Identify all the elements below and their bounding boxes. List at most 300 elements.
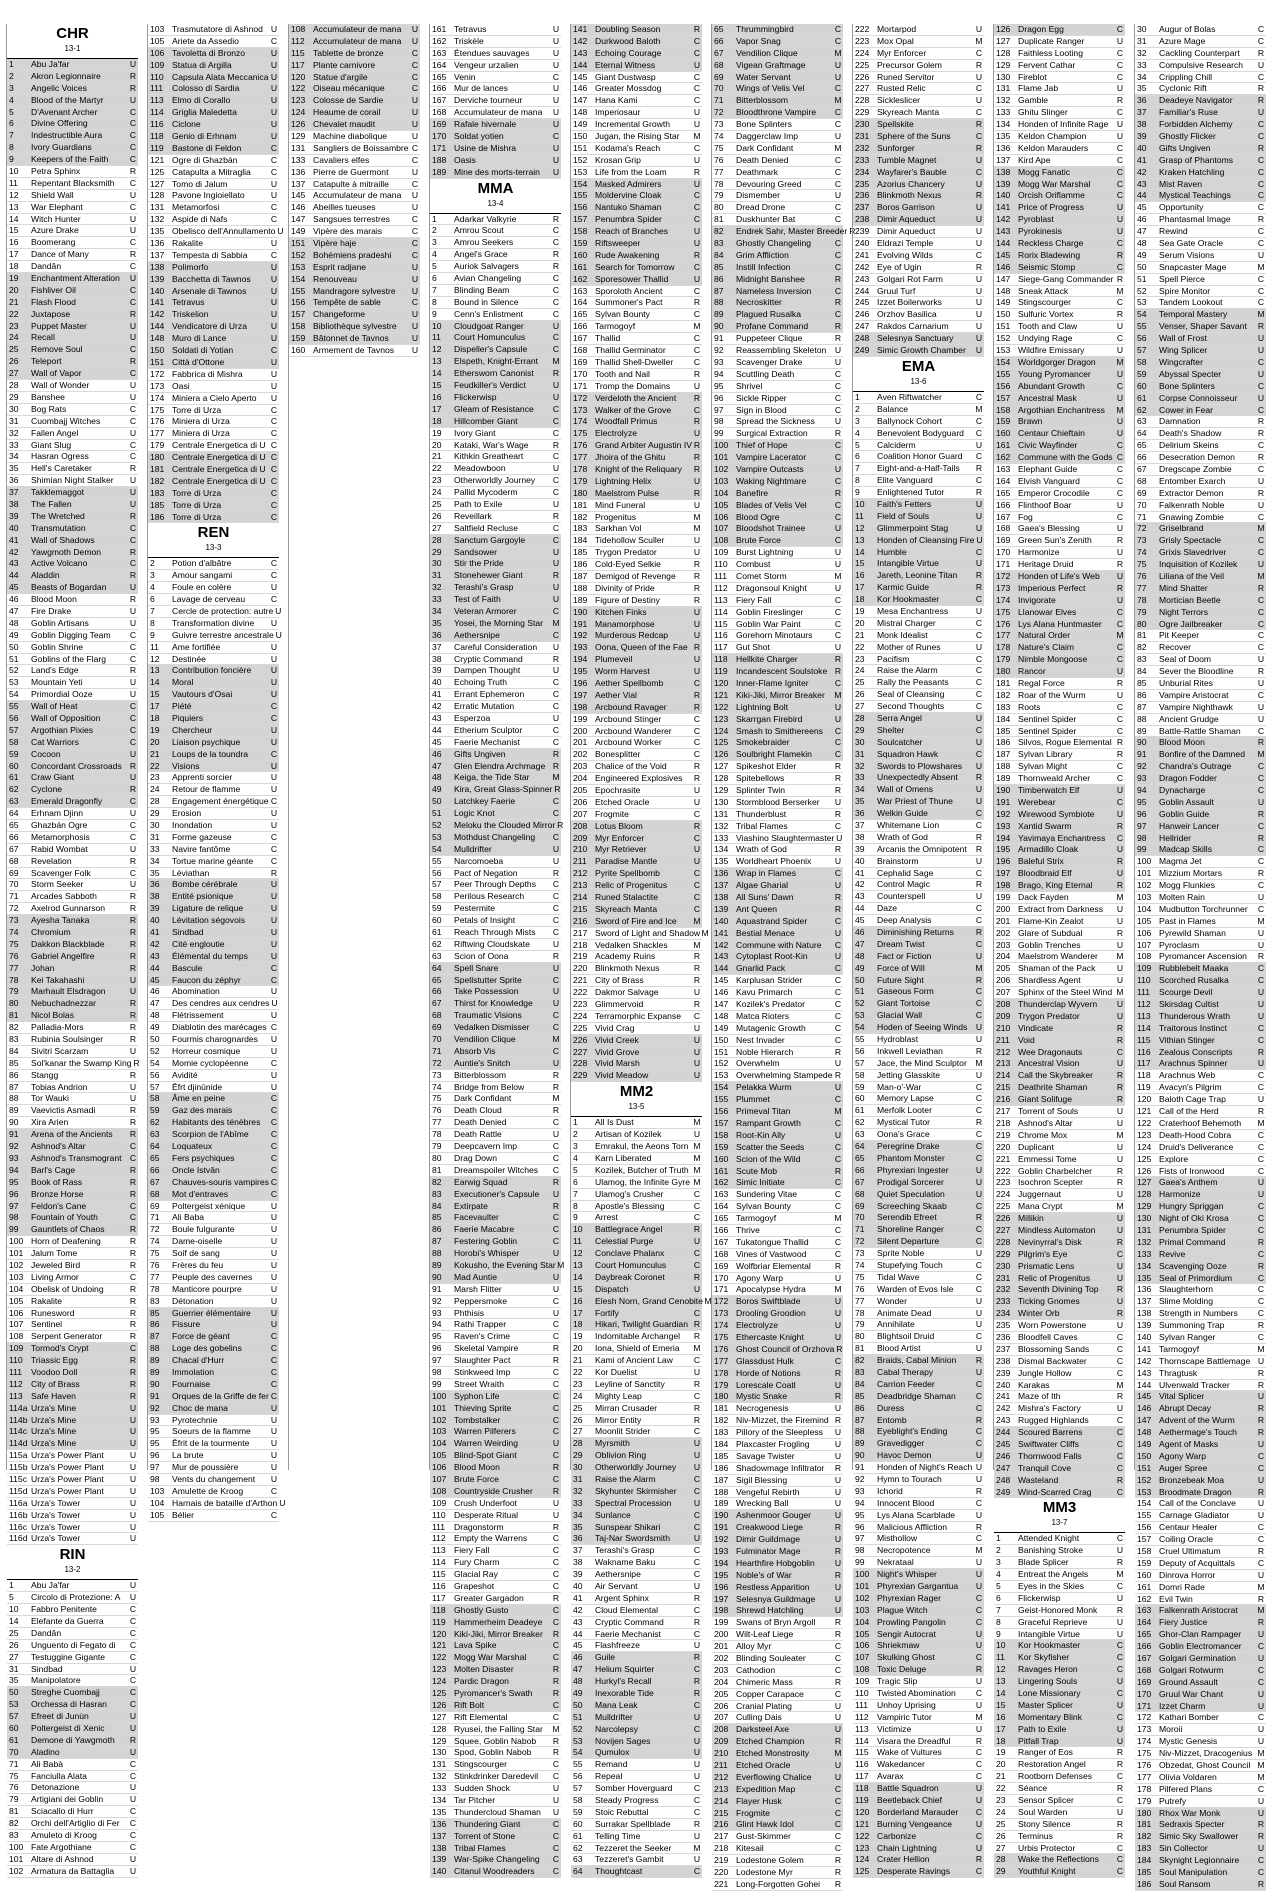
card-name: Mulldrifter (595, 1711, 633, 1722)
card-row (994, 83, 1125, 95)
card-number: 31 (855, 748, 865, 759)
card-name: Kodama's Reach (595, 142, 661, 153)
card-number: 1 (573, 1117, 578, 1128)
card-number: 102 (9, 1259, 24, 1270)
card-row (994, 1451, 1125, 1463)
card-rarity: C (129, 451, 137, 462)
card-name: Raise the Alarm (877, 665, 938, 676)
card-rarity: C (129, 736, 137, 747)
card-row (1135, 321, 1266, 333)
card-rarity: R (1257, 1427, 1265, 1438)
card-name: Boros Garrison (877, 202, 935, 213)
card-name: Ayesha Tanaka (31, 915, 90, 926)
card-rarity: U (129, 1450, 137, 1461)
card-rarity: C (1116, 107, 1124, 118)
card-name: Rorix Bladewing (1018, 249, 1081, 260)
card-name: Worn Powerstone (1018, 1320, 1087, 1331)
card-name: Ashenmoor Gouger (736, 1510, 811, 1521)
card-number: 54 (573, 1747, 583, 1758)
card-name: Vampire Nighthawk (1159, 701, 1233, 712)
card-rarity: U (1116, 785, 1124, 795)
card-name: Mizzium Mortars (1159, 868, 1223, 879)
card-row (430, 713, 561, 725)
card-number: 189 (996, 773, 1011, 784)
card-rarity: U (693, 238, 701, 249)
card-rarity: U (552, 1188, 560, 1199)
card-number: 170 (996, 547, 1011, 558)
card-number: 8 (573, 1200, 578, 1211)
card-name: Mothdust Changeling (454, 831, 536, 842)
card-rarity: U (129, 487, 137, 498)
card-row (430, 237, 561, 249)
card-number: 112 (9, 1378, 23, 1389)
card-name: Pyrite Spellbomb (595, 868, 660, 879)
card-row (1135, 1320, 1266, 1332)
card-rarity: U (129, 1782, 137, 1793)
card-name: War Elephant (31, 201, 83, 212)
card-number: 42 (855, 879, 865, 890)
card-rarity: U (270, 653, 278, 664)
card-number: 78 (432, 1129, 442, 1140)
card-rarity: U (975, 1569, 983, 1580)
card-rarity: M (975, 1545, 983, 1556)
card-number: 45 (150, 974, 160, 985)
card-row (1135, 1094, 1266, 1106)
card-number: 124 (855, 1854, 870, 1865)
card-name: Algae Gharial (736, 880, 789, 891)
card-number: 57 (150, 1081, 160, 1092)
card-number: 173 (714, 1308, 729, 1319)
card-name: Nevinyrral's Disk (1018, 1236, 1082, 1247)
card-number: 40 (432, 677, 442, 688)
card-number: 25 (573, 1402, 583, 1413)
card-rarity: U (1116, 975, 1124, 986)
card-row (430, 701, 561, 713)
card-row (571, 1474, 702, 1486)
card-rarity: C (693, 95, 701, 106)
card-name: Des cendres aux cendres (172, 998, 270, 1009)
card-name: Tempesta di Sabbia (172, 249, 248, 260)
card-row (853, 903, 984, 915)
card-name: Ticking Gnomes (1018, 1296, 1080, 1307)
card-row (571, 381, 702, 393)
card-number: 73 (855, 1248, 865, 1259)
card-name: Cyclone (31, 784, 63, 795)
card-name: Peer Through Depths (454, 879, 537, 890)
card-row (7, 725, 138, 737)
card-rarity: C (1116, 333, 1124, 344)
card-number: 141 (150, 297, 165, 308)
card-row (430, 261, 561, 273)
card-rarity: C (1257, 1664, 1265, 1675)
card-row (1135, 916, 1266, 928)
card-number: 141 (996, 202, 1011, 213)
card-rarity: C (270, 1117, 278, 1128)
card-row (1135, 833, 1266, 845)
card-number: 116 (432, 1581, 446, 1591)
card-rarity: C (552, 724, 560, 735)
card-number: 82 (9, 1818, 19, 1829)
card-rarity: C (834, 999, 842, 1010)
card-rarity: R (129, 760, 137, 771)
card-number: 53 (9, 677, 19, 688)
card-row (430, 297, 561, 309)
card-number: 106 (1137, 927, 1152, 938)
card-name: Warren Weirding (454, 1438, 518, 1449)
card-rarity: U (1116, 903, 1124, 914)
card-name: Midnight Banshee (736, 273, 805, 284)
card-row (430, 998, 561, 1010)
card-row (430, 1664, 561, 1676)
card-row (148, 725, 279, 737)
card-rarity: U (129, 1402, 137, 1413)
card-name: Seismic Stomp (1018, 261, 1076, 272)
card-row (571, 1141, 702, 1153)
card-rarity: M (834, 1213, 842, 1224)
card-row (571, 1177, 702, 1189)
card-name: Polimorfo (172, 261, 209, 272)
card-row (7, 796, 138, 808)
card-name: Ravages Heron (1018, 1664, 1078, 1675)
card-row (853, 333, 984, 345)
card-row (430, 1105, 561, 1117)
card-rarity: R (693, 24, 701, 34)
card-number: 72 (714, 107, 724, 118)
card-rarity: C (1257, 642, 1265, 653)
card-number: 77 (150, 1271, 160, 1282)
card-name: Puppet Master (31, 320, 87, 331)
card-name: Steady Progress (595, 1795, 659, 1806)
card-rarity: C (693, 725, 701, 736)
card-rarity: R (1257, 47, 1265, 58)
card-number: 168 (996, 523, 1011, 534)
card-number: 6 (150, 594, 155, 605)
card-number: 109 (9, 1343, 24, 1354)
card-row (1135, 690, 1266, 702)
card-rarity: C (834, 1843, 842, 1854)
card-rarity: C (1257, 1034, 1265, 1045)
card-row (430, 1652, 561, 1664)
card-rarity: C (834, 154, 842, 165)
card-name: Terashi's Grasp (454, 582, 514, 593)
card-row (571, 1617, 702, 1629)
card-rarity: C (552, 427, 560, 438)
card-number: 165 (996, 487, 1011, 498)
card-row (994, 1807, 1125, 1819)
card-row (712, 619, 843, 631)
card-name: Akron Legionnaire (31, 70, 101, 81)
card-name: Thieving Sprite (454, 1402, 512, 1413)
card-row (571, 1284, 702, 1296)
card-name: Timberwatch Elf (1018, 785, 1080, 795)
card-number: 69 (432, 1022, 442, 1033)
card-row (853, 570, 984, 582)
card-rarity: C (975, 391, 983, 402)
card-number: 108 (291, 24, 306, 34)
card-name: Gruul War Chant (1159, 1688, 1224, 1699)
card-rarity: C (693, 47, 701, 58)
card-row (712, 1201, 843, 1213)
card-number: 16 (855, 570, 865, 581)
card-name: Amulette de Kroog (172, 1485, 244, 1496)
card-name: Sword of Fire and Ice (595, 915, 677, 926)
card-row (7, 451, 138, 463)
card-row (7, 1687, 138, 1699)
card-number: 32 (573, 1485, 583, 1496)
card-name: Air Servant (595, 1581, 638, 1591)
card-rarity: U (834, 71, 842, 82)
card-row (1135, 1796, 1266, 1808)
card-number: 191 (996, 796, 1011, 807)
card-name: Hammerheim Deadeye (454, 1616, 543, 1627)
card-row (994, 309, 1125, 321)
card-name: Borderland Marauder (877, 1806, 959, 1817)
card-row (994, 1249, 1125, 1261)
card-number: 37 (9, 487, 19, 498)
card-name: Ivory Guardians (31, 142, 92, 153)
card-rarity: U (1257, 345, 1265, 356)
card-row (148, 95, 279, 107)
card-row (571, 393, 702, 405)
card-rarity: C (270, 974, 278, 985)
card-row (853, 1510, 984, 1522)
card-name: Victimize (877, 1723, 912, 1734)
card-name: Ashnod's Transmogrant (31, 1152, 122, 1163)
card-name: Vipère haje (313, 238, 357, 249)
card-rarity: U (270, 107, 278, 118)
card-row (853, 1224, 984, 1236)
card-rarity: R (1257, 1546, 1265, 1556)
card-name: Rathi Trapper (454, 1319, 507, 1330)
card-name: Terashi's Grasp (595, 1545, 655, 1556)
card-row (712, 36, 843, 48)
card-number: 48 (573, 1676, 583, 1687)
card-row (1135, 1154, 1266, 1166)
card-number: 21 (855, 629, 865, 640)
card-row (148, 214, 279, 226)
card-rarity: R (975, 1521, 983, 1532)
card-name: Court Homunculus (595, 1259, 667, 1270)
card-row (7, 1759, 138, 1771)
card-name: Splinter Twin (736, 785, 786, 795)
card-rarity: U (693, 499, 701, 510)
card-row (571, 1533, 702, 1545)
card-rarity: C (1116, 1866, 1124, 1877)
card-rarity: U (1116, 345, 1124, 356)
card-rarity: M (834, 47, 842, 58)
card-rarity: R (693, 820, 701, 831)
card-number: 80 (714, 202, 724, 213)
card-row (430, 1712, 561, 1724)
card-rarity: R (693, 1331, 701, 1342)
card-name: Magma Jet (1159, 856, 1202, 867)
card-number: 133 (432, 1783, 447, 1794)
card-name: Mind Funeral (595, 499, 646, 510)
card-number: 14 (996, 1688, 1006, 1699)
card-name: Goblin War Paint (736, 618, 801, 629)
card-name: Mist Raven (1159, 178, 1202, 189)
card-name: Cloud Elemental (595, 1604, 659, 1615)
card-name: Pyrotechnie (172, 1414, 218, 1425)
card-row (1135, 1225, 1266, 1237)
card-number: 137 (996, 154, 1011, 165)
card-row (7, 1652, 138, 1664)
card-row (994, 1011, 1125, 1023)
card-name: Izzet Boilerworks (877, 297, 942, 308)
card-row (430, 820, 564, 832)
card-name: Trasmutatore di Ashnod (172, 24, 263, 34)
card-rarity: U (1116, 202, 1124, 213)
card-row (994, 1724, 1125, 1736)
card-row (289, 274, 420, 286)
card-name: Endrek Sahr, Master Breeder (736, 226, 848, 237)
card-name: Centrale Energetica di U (172, 440, 266, 451)
card-number: 33 (432, 594, 442, 605)
card-name: Statua di Argilla (172, 59, 232, 70)
card-name: Élémental du temps (172, 950, 248, 961)
card-name: Beetleback Chief (877, 1795, 942, 1806)
card-number: 40 (150, 915, 160, 926)
card-rarity: C (834, 1022, 842, 1033)
card-number: 86 (9, 1069, 19, 1080)
card-number: 18 (573, 1319, 583, 1330)
card-number: 148 (573, 107, 588, 118)
card-rarity: C (693, 202, 701, 213)
card-number: 90 (714, 321, 724, 332)
card-name: Humble (877, 546, 907, 557)
card-rarity: U (270, 724, 278, 735)
card-name: Tar Pitcher (454, 1795, 496, 1806)
card-number: 2 (996, 1545, 1001, 1556)
card-name: Necroskitter (736, 297, 782, 308)
card-name: Cabal Therapy (877, 1366, 934, 1377)
card-rarity: U (693, 547, 701, 558)
card-number: 44 (1137, 190, 1147, 201)
card-row (853, 1129, 984, 1141)
card-row (994, 666, 1125, 678)
card-row (712, 642, 843, 654)
card-name: Lightning Helix (595, 475, 652, 486)
card-row (7, 1854, 138, 1866)
card-row (853, 404, 984, 416)
card-rarity: U (1116, 666, 1124, 677)
card-row (994, 357, 1125, 369)
card-number: 10 (9, 1604, 19, 1615)
card-rarity: R (975, 142, 983, 153)
card-number: 3 (9, 82, 14, 93)
card-row (712, 1237, 843, 1249)
card-row (430, 1593, 561, 1605)
card-name: Goblin Digging Team (31, 629, 111, 640)
card-number: 44 (432, 724, 442, 735)
card-number: 212 (714, 1771, 729, 1782)
card-number: 121 (150, 154, 165, 165)
card-row (430, 1259, 565, 1272)
card-rarity: C (693, 1699, 701, 1710)
card-rarity: U (834, 1593, 842, 1604)
card-rarity: C (1116, 238, 1124, 249)
card-rarity: C (975, 617, 983, 628)
card-name: Muro di Lance (172, 333, 227, 344)
card-number: 91 (150, 1390, 160, 1401)
card-row (1135, 1748, 1266, 1760)
card-name: Cryptic Command (595, 1616, 664, 1627)
card-rarity: C (834, 249, 842, 260)
card-row (148, 488, 279, 500)
card-rarity: R (975, 1414, 983, 1425)
card-row (853, 523, 984, 535)
card-rarity: C (129, 701, 137, 712)
card-rarity: C (834, 261, 842, 272)
card-number: 75 (714, 142, 724, 153)
card-rarity: M (1257, 915, 1265, 926)
card-number: 50 (150, 1034, 160, 1045)
card-number: 183 (1137, 1843, 1152, 1854)
card-row (289, 345, 420, 357)
card-row (853, 250, 984, 262)
card-row (994, 1284, 1125, 1296)
card-row (994, 488, 1125, 500)
card-name: Arrest (595, 1212, 618, 1223)
card-row (148, 155, 279, 167)
card-rarity: R (834, 785, 842, 795)
card-name: Wildfire Emissary (1018, 345, 1085, 356)
card-row (994, 1557, 1125, 1569)
card-row (994, 286, 1125, 298)
card-rarity: R (693, 1652, 701, 1663)
card-row (712, 726, 843, 738)
card-name: Dimir Guildmage (736, 1534, 800, 1545)
card-rarity: R (552, 653, 560, 664)
card-name: Mystical Tutor (877, 1117, 931, 1128)
card-name: Flame-Kin Zealot (1018, 915, 1084, 926)
card-number: 9 (855, 487, 860, 498)
card-rarity: C (552, 1450, 560, 1461)
card-number: 58 (432, 891, 442, 902)
card-rarity: C (975, 1129, 983, 1140)
card-rarity: U (129, 213, 137, 224)
card-name: Chimeric Mass (736, 1676, 793, 1687)
card-number: 178 (1137, 1783, 1152, 1794)
card-number: 135 (714, 856, 729, 867)
card-name: Countryside Crusher (454, 1485, 533, 1496)
card-number: 44 (9, 570, 19, 581)
card-name: Goblin Trenches (1018, 939, 1081, 950)
card-number: 26 (432, 510, 442, 521)
card-name: Wingcrafter (1159, 356, 1203, 367)
card-number: 2 (573, 1129, 578, 1140)
card-row (7, 225, 138, 237)
card-name: Auriok Salvagers (454, 261, 519, 272)
card-rarity: R (129, 570, 137, 581)
card-name: Shrewd Hatchling (736, 1605, 804, 1616)
card-name: Kor Skyfisher (1018, 1652, 1070, 1663)
card-name: Ghost Council of Orzhova (736, 1343, 835, 1354)
card-row (571, 916, 702, 928)
card-rarity: U (693, 1034, 701, 1045)
card-rarity: R (1257, 1379, 1265, 1390)
card-rarity: C (975, 1402, 983, 1413)
card-name: Sentinel Spider (1018, 713, 1077, 724)
card-rarity: C (1116, 1343, 1124, 1354)
card-row (1135, 607, 1266, 619)
card-row (571, 1522, 702, 1534)
card-row (1135, 1653, 1266, 1665)
card-number: 89 (432, 1259, 442, 1270)
card-row (1135, 488, 1266, 500)
card-row (7, 1474, 138, 1486)
card-rarity: U (552, 154, 560, 165)
